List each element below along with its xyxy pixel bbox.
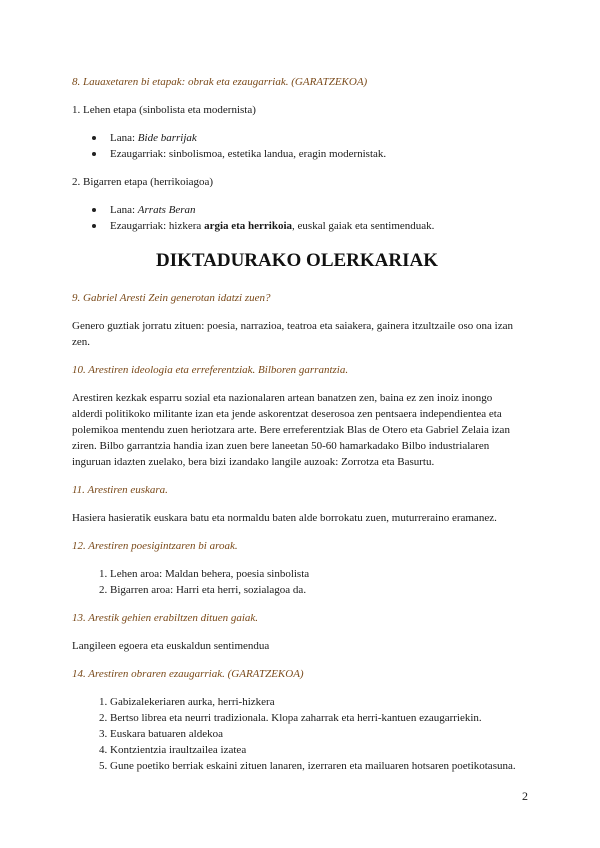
stage-1-list <box>72 130 522 162</box>
question-10-title: 10. Arestiren ideologia eta erreferentziak. Bilboren garrantzia. <box>72 364 349 376</box>
list-item: Ezaugarriak: sinbolismoa, estetika landua, eragin modernistak. <box>110 146 522 162</box>
question-14-list <box>72 694 522 774</box>
list-item: Lana: Arrats Beran <box>110 202 522 218</box>
question-13-title: 13. Arestik gehien erabiltzen dituen gaiak. <box>72 612 259 624</box>
question-11-title: 11. Arestiren euskara. <box>72 484 168 496</box>
question-14-title: 14. Arestiren obraren ezaugarriak. (GARATZEKOA) <box>72 668 304 680</box>
work-title: Bide barrijak <box>137 132 197 144</box>
stage-2-heading: 2. Bigarren etapa (herrikoiagoa) <box>72 176 214 188</box>
list-item: 3. Euskara batuaren aldekoa <box>110 726 522 742</box>
list-item: 5. Gune poetiko berriak eskaini zituen lanaren, izerraren eta mailuaren hotsaren poetikotasuna. <box>110 758 522 774</box>
question-10-answer: Arestiren kezkak esparru sozial eta nazionalaren artean banatzen zen, baina ez zen inoiz inongo alderdi politikoko militante izan eta jende askorentzat deserosoa zen pentsaera independientea eta polemikoa mentendu zuen heriotzara arte. Bere erreferentziak Blas de Otero eta Gabriel Zelaia izan ziren. Bilbo garrantzia handia izan zuen bere laneetan 50-60 hamarkadako Bilbo industrialaren inguruan idazten zuelako, bera bizi izandako langile auzoak: Zorrotza eta Basurtu. <box>72 392 510 468</box>
question-9-answer: Genero guztiak jorratu zituen: poesia, narrazioa, teatroa eta saiakera, gainera itzultzaile oso ona izan zen. <box>72 320 514 348</box>
section-title: DIKTADURAKO OLERKARIAK <box>155 250 439 271</box>
question-12-title: 12. Arestiren poesigintzaren bi aroak. <box>72 540 238 552</box>
question-12-list <box>72 566 522 598</box>
work-title: Arrats Beran <box>137 204 196 216</box>
list-item: 2. Bigarren aroa: Harri eta herri, sozialagoa da. <box>110 582 522 598</box>
question-11-answer: Hasiera hasieratik euskara batu eta normaldu baten alde borrokatu zuen, muturreraino eramanez. <box>72 512 497 524</box>
question-9-title: 9. Gabriel Aresti Zein generotan idatzi zuen? <box>72 292 271 304</box>
document-page <box>72 74 522 786</box>
list-item: 1. Lehen aroa: Maldan behera, poesia sinbolista <box>110 566 522 582</box>
question-8-title: 8. Lauaxetaren bi etapak: obrak eta ezaugarriak. (GARATZEKOA) <box>72 76 368 88</box>
stage-2-list <box>72 202 522 234</box>
stage-1-heading: 1. Lehen etapa (sinbolista eta modernista) <box>72 104 256 116</box>
page-number: 2 <box>522 789 528 803</box>
question-13-answer: Langileen egoera eta euskaldun sentimendua <box>72 640 270 652</box>
list-item: 2. Bertso librea eta neurri tradizionala. Klopa zaharrak eta herri-kantuen ezaugarriekin. <box>110 710 522 726</box>
list-item: 4. Kontzientzia iraultzailea izatea <box>110 742 522 758</box>
list-item: Ezaugarriak: hizkera argia eta herrikoia, euskal gaiak eta sentimenduak. <box>110 218 522 234</box>
list-item: Lana: Bide barrijak <box>110 130 522 146</box>
list-item: 1. Gabizalekeriaren aurka, herri-hizkera <box>110 694 522 710</box>
